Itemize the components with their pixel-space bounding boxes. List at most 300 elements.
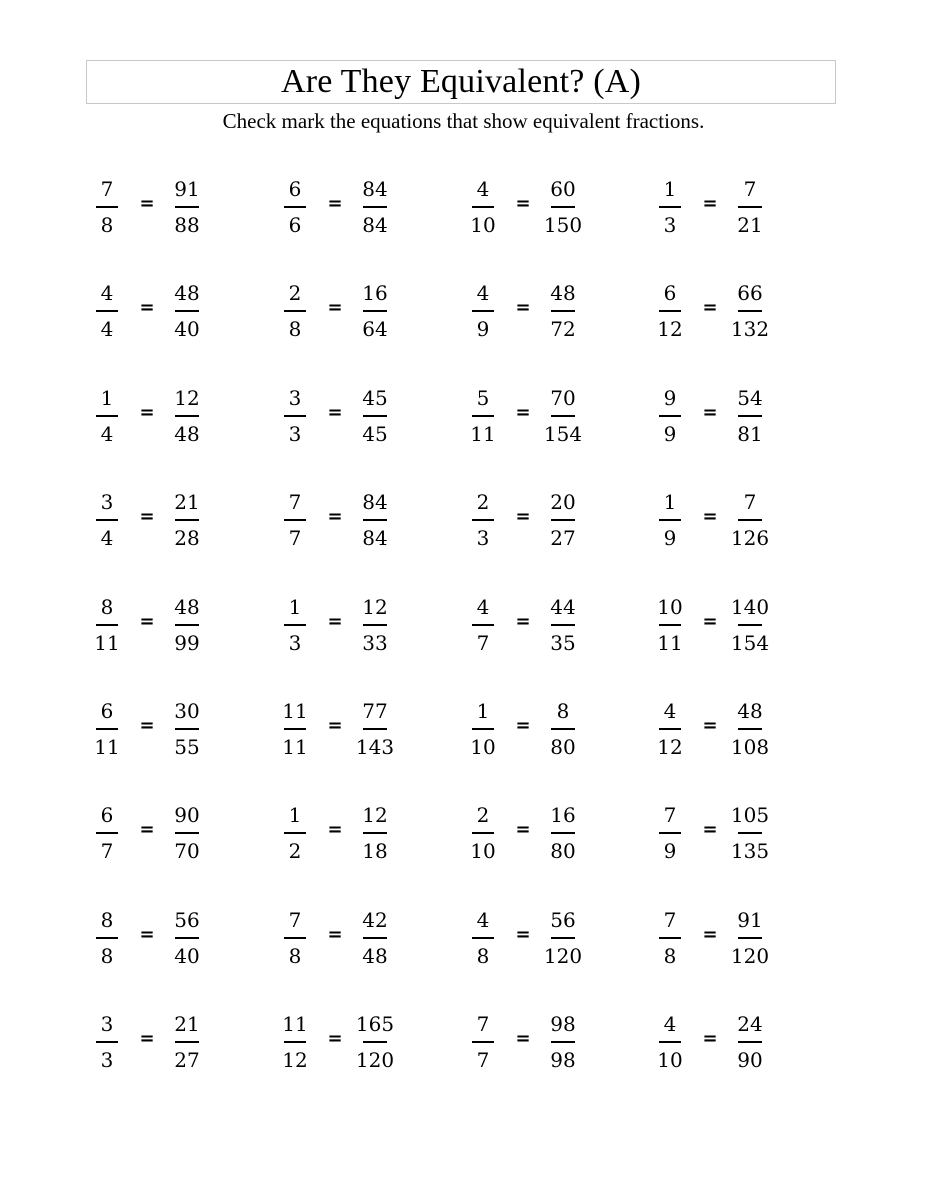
fraction-bar [96, 1041, 118, 1043]
right-numerator: 77 [362, 699, 388, 723]
left-fraction [457, 593, 509, 657]
fraction-bar [551, 728, 575, 730]
equation-problem[interactable] [644, 175, 794, 245]
equation-problem[interactable] [269, 488, 419, 558]
right-denominator: 48 [362, 944, 388, 968]
left-fraction [644, 175, 696, 239]
left-denominator: 9 [476, 317, 490, 341]
right-denominator: 108 [730, 735, 770, 759]
equation-problem[interactable] [81, 488, 231, 558]
right-numerator: 12 [362, 803, 388, 827]
left-fraction [269, 175, 321, 239]
equals-sign: = [139, 1028, 155, 1049]
right-denominator: 55 [174, 735, 200, 759]
left-numerator: 10 [657, 595, 683, 619]
fraction-bar [738, 728, 762, 730]
right-denominator: 98 [550, 1048, 576, 1072]
fraction-bar [363, 832, 387, 834]
left-fraction [81, 801, 133, 865]
right-fraction [537, 593, 589, 657]
left-numerator: 8 [100, 595, 114, 619]
fraction-bar [175, 1041, 199, 1043]
left-fraction [269, 906, 321, 970]
right-numerator: 30 [174, 699, 200, 723]
right-denominator: 143 [355, 735, 395, 759]
right-fraction [349, 906, 401, 970]
right-fraction [724, 801, 776, 865]
fraction-bar [284, 519, 306, 521]
equation-problem[interactable] [269, 279, 419, 349]
left-fraction [81, 1010, 133, 1074]
right-numerator: 48 [174, 281, 200, 305]
left-numerator: 1 [663, 177, 677, 201]
right-fraction [349, 384, 401, 448]
equals-sign: = [139, 611, 155, 632]
fraction-bar [96, 624, 118, 626]
right-fraction [537, 1010, 589, 1074]
equals-sign: = [139, 193, 155, 214]
right-denominator: 135 [730, 839, 770, 863]
fraction-bar [363, 310, 387, 312]
fraction-bar [284, 310, 306, 312]
left-denominator: 4 [100, 526, 114, 550]
left-numerator: 6 [100, 699, 114, 723]
left-numerator: 7 [476, 1012, 490, 1036]
fraction-bar [175, 832, 199, 834]
fraction-bar [472, 310, 494, 312]
fraction-bar [551, 310, 575, 312]
fraction-bar [96, 415, 118, 417]
left-fraction [457, 1010, 509, 1074]
fraction-bar [363, 415, 387, 417]
right-fraction [349, 488, 401, 552]
left-numerator: 7 [663, 803, 677, 827]
right-numerator: 105 [730, 803, 770, 827]
right-fraction [537, 488, 589, 552]
right-denominator: 18 [362, 839, 388, 863]
right-numerator: 48 [737, 699, 763, 723]
right-denominator: 132 [730, 317, 770, 341]
right-denominator: 120 [355, 1048, 395, 1072]
left-fraction [269, 697, 321, 761]
fraction-bar [175, 937, 199, 939]
left-denominator: 3 [100, 1048, 114, 1072]
left-fraction [81, 697, 133, 761]
equation-problem[interactable] [457, 488, 607, 558]
fraction-bar [284, 728, 306, 730]
right-numerator: 7 [743, 490, 757, 514]
equation-problem[interactable] [81, 906, 231, 976]
fraction-bar [472, 415, 494, 417]
fraction-bar [551, 206, 575, 208]
equation-problem[interactable] [457, 279, 607, 349]
left-denominator: 11 [94, 631, 120, 655]
left-fraction [269, 488, 321, 552]
right-numerator: 91 [737, 908, 763, 932]
right-numerator: 45 [362, 386, 388, 410]
equation-problem[interactable] [457, 1010, 607, 1080]
left-numerator: 6 [100, 803, 114, 827]
left-denominator: 8 [288, 317, 302, 341]
left-fraction [457, 906, 509, 970]
right-numerator: 66 [737, 281, 763, 305]
equation-problem[interactable] [81, 801, 231, 871]
fraction-bar [659, 206, 681, 208]
equals-sign: = [327, 506, 343, 527]
equals-sign: = [702, 715, 718, 736]
right-numerator: 165 [355, 1012, 395, 1036]
right-denominator: 154 [543, 422, 583, 446]
equals-sign: = [327, 924, 343, 945]
fraction-bar [659, 310, 681, 312]
equation-problem[interactable] [644, 697, 794, 767]
fraction-bar [472, 519, 494, 521]
equals-sign: = [515, 924, 531, 945]
right-numerator: 21 [174, 490, 200, 514]
equals-sign: = [139, 924, 155, 945]
equals-sign: = [139, 715, 155, 736]
fraction-bar [738, 415, 762, 417]
left-numerator: 7 [288, 490, 302, 514]
right-denominator: 35 [550, 631, 576, 655]
right-denominator: 40 [174, 317, 200, 341]
right-fraction [161, 488, 213, 552]
equation-problem[interactable] [81, 697, 231, 767]
left-numerator: 4 [476, 908, 490, 932]
right-fraction [161, 384, 213, 448]
left-denominator: 3 [663, 213, 677, 237]
left-numerator: 6 [288, 177, 302, 201]
equals-sign: = [702, 402, 718, 423]
equation-problem[interactable] [644, 488, 794, 558]
equals-sign: = [139, 819, 155, 840]
left-numerator: 3 [288, 386, 302, 410]
left-denominator: 11 [94, 735, 120, 759]
right-denominator: 80 [550, 735, 576, 759]
left-denominator: 7 [476, 631, 490, 655]
right-numerator: 16 [550, 803, 576, 827]
fraction-bar [175, 415, 199, 417]
left-fraction [644, 488, 696, 552]
fraction-bar [284, 624, 306, 626]
right-numerator: 12 [174, 386, 200, 410]
left-numerator: 1 [288, 595, 302, 619]
right-denominator: 21 [737, 213, 763, 237]
equation-problem[interactable] [457, 906, 607, 976]
equation-problem[interactable] [81, 279, 231, 349]
fraction-bar [659, 832, 681, 834]
right-fraction [161, 1010, 213, 1074]
fraction-bar [659, 415, 681, 417]
right-fraction [349, 1010, 401, 1074]
fraction-bar [738, 206, 762, 208]
fraction-bar [659, 937, 681, 939]
left-numerator: 8 [100, 908, 114, 932]
fraction-bar [551, 832, 575, 834]
right-denominator: 84 [362, 526, 388, 550]
left-numerator: 3 [100, 1012, 114, 1036]
left-denominator: 12 [657, 317, 683, 341]
right-numerator: 24 [737, 1012, 763, 1036]
fraction-bar [659, 1041, 681, 1043]
equals-sign: = [515, 1028, 531, 1049]
right-numerator: 48 [550, 281, 576, 305]
left-denominator: 3 [288, 631, 302, 655]
right-denominator: 40 [174, 944, 200, 968]
right-denominator: 45 [362, 422, 388, 446]
left-denominator: 3 [288, 422, 302, 446]
left-denominator: 11 [470, 422, 496, 446]
equation-problem[interactable] [644, 801, 794, 871]
left-numerator: 11 [282, 699, 308, 723]
equation-problem[interactable] [81, 384, 231, 454]
fraction-bar [175, 728, 199, 730]
left-numerator: 2 [476, 803, 490, 827]
fraction-bar [738, 937, 762, 939]
left-denominator: 9 [663, 839, 677, 863]
left-numerator: 4 [663, 1012, 677, 1036]
left-fraction [81, 593, 133, 657]
fraction-bar [96, 937, 118, 939]
worksheet-instructions: Check mark the equations that show equivalent fractions. [222, 109, 705, 133]
fraction-bar [175, 519, 199, 521]
equals-sign: = [515, 611, 531, 632]
right-denominator: 80 [550, 839, 576, 863]
right-numerator: 56 [550, 908, 576, 932]
equation-problem[interactable] [269, 175, 419, 245]
right-denominator: 154 [730, 631, 770, 655]
left-denominator: 7 [288, 526, 302, 550]
fraction-bar [284, 832, 306, 834]
left-fraction [457, 384, 509, 448]
equation-problem[interactable] [457, 697, 607, 767]
fraction-bar [284, 937, 306, 939]
right-denominator: 120 [543, 944, 583, 968]
right-denominator: 70 [174, 839, 200, 863]
left-numerator: 1 [663, 490, 677, 514]
right-denominator: 33 [362, 631, 388, 655]
equals-sign: = [327, 715, 343, 736]
right-fraction [537, 801, 589, 865]
left-numerator: 4 [663, 699, 677, 723]
equals-sign: = [327, 297, 343, 318]
right-denominator: 150 [543, 213, 583, 237]
left-denominator: 4 [100, 317, 114, 341]
equation-problem[interactable] [644, 1010, 794, 1080]
right-fraction [161, 175, 213, 239]
equation-problem[interactable] [81, 175, 231, 245]
left-denominator: 9 [663, 422, 677, 446]
equation-problem[interactable] [644, 906, 794, 976]
right-numerator: 48 [174, 595, 200, 619]
right-fraction [537, 175, 589, 239]
left-fraction [81, 175, 133, 239]
equation-problem[interactable] [457, 175, 607, 245]
right-numerator: 70 [550, 386, 576, 410]
right-denominator: 72 [550, 317, 576, 341]
left-denominator: 10 [657, 1048, 683, 1072]
fraction-bar [551, 519, 575, 521]
left-numerator: 5 [476, 386, 490, 410]
right-fraction [724, 175, 776, 239]
equals-sign: = [327, 402, 343, 423]
left-denominator: 3 [476, 526, 490, 550]
left-denominator: 9 [663, 526, 677, 550]
equation-problem[interactable] [269, 906, 419, 976]
left-fraction [269, 801, 321, 865]
right-fraction [349, 279, 401, 343]
equation-problem[interactable] [81, 593, 231, 663]
left-fraction [644, 593, 696, 657]
left-fraction [269, 279, 321, 343]
left-numerator: 7 [100, 177, 114, 201]
equals-sign: = [702, 1028, 718, 1049]
left-denominator: 7 [476, 1048, 490, 1072]
right-fraction [537, 697, 589, 761]
equation-problem[interactable] [644, 279, 794, 349]
right-denominator: 48 [174, 422, 200, 446]
left-numerator: 11 [282, 1012, 308, 1036]
equals-sign: = [515, 193, 531, 214]
right-numerator: 21 [174, 1012, 200, 1036]
fraction-bar [738, 519, 762, 521]
fraction-bar [551, 1041, 575, 1043]
right-fraction [349, 593, 401, 657]
right-denominator: 28 [174, 526, 200, 550]
right-denominator: 88 [174, 213, 200, 237]
right-fraction [537, 279, 589, 343]
right-denominator: 64 [362, 317, 388, 341]
left-denominator: 10 [470, 839, 496, 863]
left-denominator: 8 [476, 944, 490, 968]
right-fraction [161, 906, 213, 970]
left-denominator: 12 [657, 735, 683, 759]
left-fraction [269, 1010, 321, 1074]
right-fraction [161, 279, 213, 343]
equals-sign: = [515, 297, 531, 318]
left-numerator: 1 [100, 386, 114, 410]
equation-problem[interactable] [457, 801, 607, 871]
right-fraction [161, 593, 213, 657]
equals-sign: = [702, 297, 718, 318]
right-numerator: 140 [730, 595, 770, 619]
left-numerator: 4 [476, 281, 490, 305]
fraction-bar [175, 206, 199, 208]
fraction-bar [659, 728, 681, 730]
equation-problem[interactable] [644, 593, 794, 663]
right-numerator: 56 [174, 908, 200, 932]
right-denominator: 126 [730, 526, 770, 550]
fraction-bar [284, 206, 306, 208]
left-fraction [457, 801, 509, 865]
equation-problem[interactable] [269, 1010, 419, 1080]
right-numerator: 7 [743, 177, 757, 201]
left-fraction [457, 279, 509, 343]
right-numerator: 42 [362, 908, 388, 932]
left-denominator: 10 [470, 735, 496, 759]
fraction-bar [363, 624, 387, 626]
fraction-bar [96, 310, 118, 312]
left-numerator: 4 [100, 281, 114, 305]
equation-problem[interactable] [269, 697, 419, 767]
left-fraction [269, 384, 321, 448]
fraction-bar [551, 624, 575, 626]
left-denominator: 8 [288, 944, 302, 968]
fraction-bar [96, 519, 118, 521]
right-numerator: 8 [556, 699, 570, 723]
left-fraction [457, 488, 509, 552]
fraction-bar [738, 1041, 762, 1043]
equation-problem[interactable] [269, 593, 419, 663]
equals-sign: = [327, 819, 343, 840]
equals-sign: = [139, 297, 155, 318]
right-numerator: 91 [174, 177, 200, 201]
equation-problem[interactable] [457, 593, 607, 663]
right-fraction [724, 906, 776, 970]
right-fraction [724, 279, 776, 343]
left-fraction [81, 906, 133, 970]
fraction-bar [363, 728, 387, 730]
equals-sign: = [515, 715, 531, 736]
right-fraction [724, 697, 776, 761]
right-numerator: 84 [362, 177, 388, 201]
left-denominator: 8 [100, 944, 114, 968]
left-denominator: 4 [100, 422, 114, 446]
right-fraction [537, 906, 589, 970]
right-denominator: 27 [174, 1048, 200, 1072]
left-numerator: 1 [288, 803, 302, 827]
right-denominator: 90 [737, 1048, 763, 1072]
left-fraction [457, 697, 509, 761]
fraction-bar [363, 1041, 387, 1043]
left-numerator: 7 [663, 908, 677, 932]
equation-problem[interactable] [269, 801, 419, 871]
left-fraction [81, 279, 133, 343]
left-fraction [81, 384, 133, 448]
right-denominator: 120 [730, 944, 770, 968]
left-fraction [644, 697, 696, 761]
right-fraction [161, 801, 213, 865]
fraction-bar [284, 415, 306, 417]
left-denominator: 6 [288, 213, 302, 237]
right-numerator: 98 [550, 1012, 576, 1036]
left-fraction [644, 384, 696, 448]
left-numerator: 2 [476, 490, 490, 514]
equation-problem[interactable] [81, 1010, 231, 1080]
left-numerator: 9 [663, 386, 677, 410]
fraction-bar [363, 519, 387, 521]
right-denominator: 84 [362, 213, 388, 237]
right-numerator: 60 [550, 177, 576, 201]
left-denominator: 10 [470, 213, 496, 237]
equation-problem[interactable] [457, 384, 607, 454]
right-numerator: 84 [362, 490, 388, 514]
right-denominator: 99 [174, 631, 200, 655]
fraction-bar [96, 832, 118, 834]
right-numerator: 20 [550, 490, 576, 514]
equals-sign: = [515, 402, 531, 423]
fraction-bar [96, 206, 118, 208]
right-numerator: 16 [362, 281, 388, 305]
equation-problem[interactable] [269, 384, 419, 454]
fraction-bar [363, 937, 387, 939]
fraction-bar [551, 937, 575, 939]
title-box [86, 60, 836, 104]
right-fraction [349, 175, 401, 239]
equation-problem[interactable] [644, 384, 794, 454]
left-numerator: 2 [288, 281, 302, 305]
left-fraction [644, 906, 696, 970]
